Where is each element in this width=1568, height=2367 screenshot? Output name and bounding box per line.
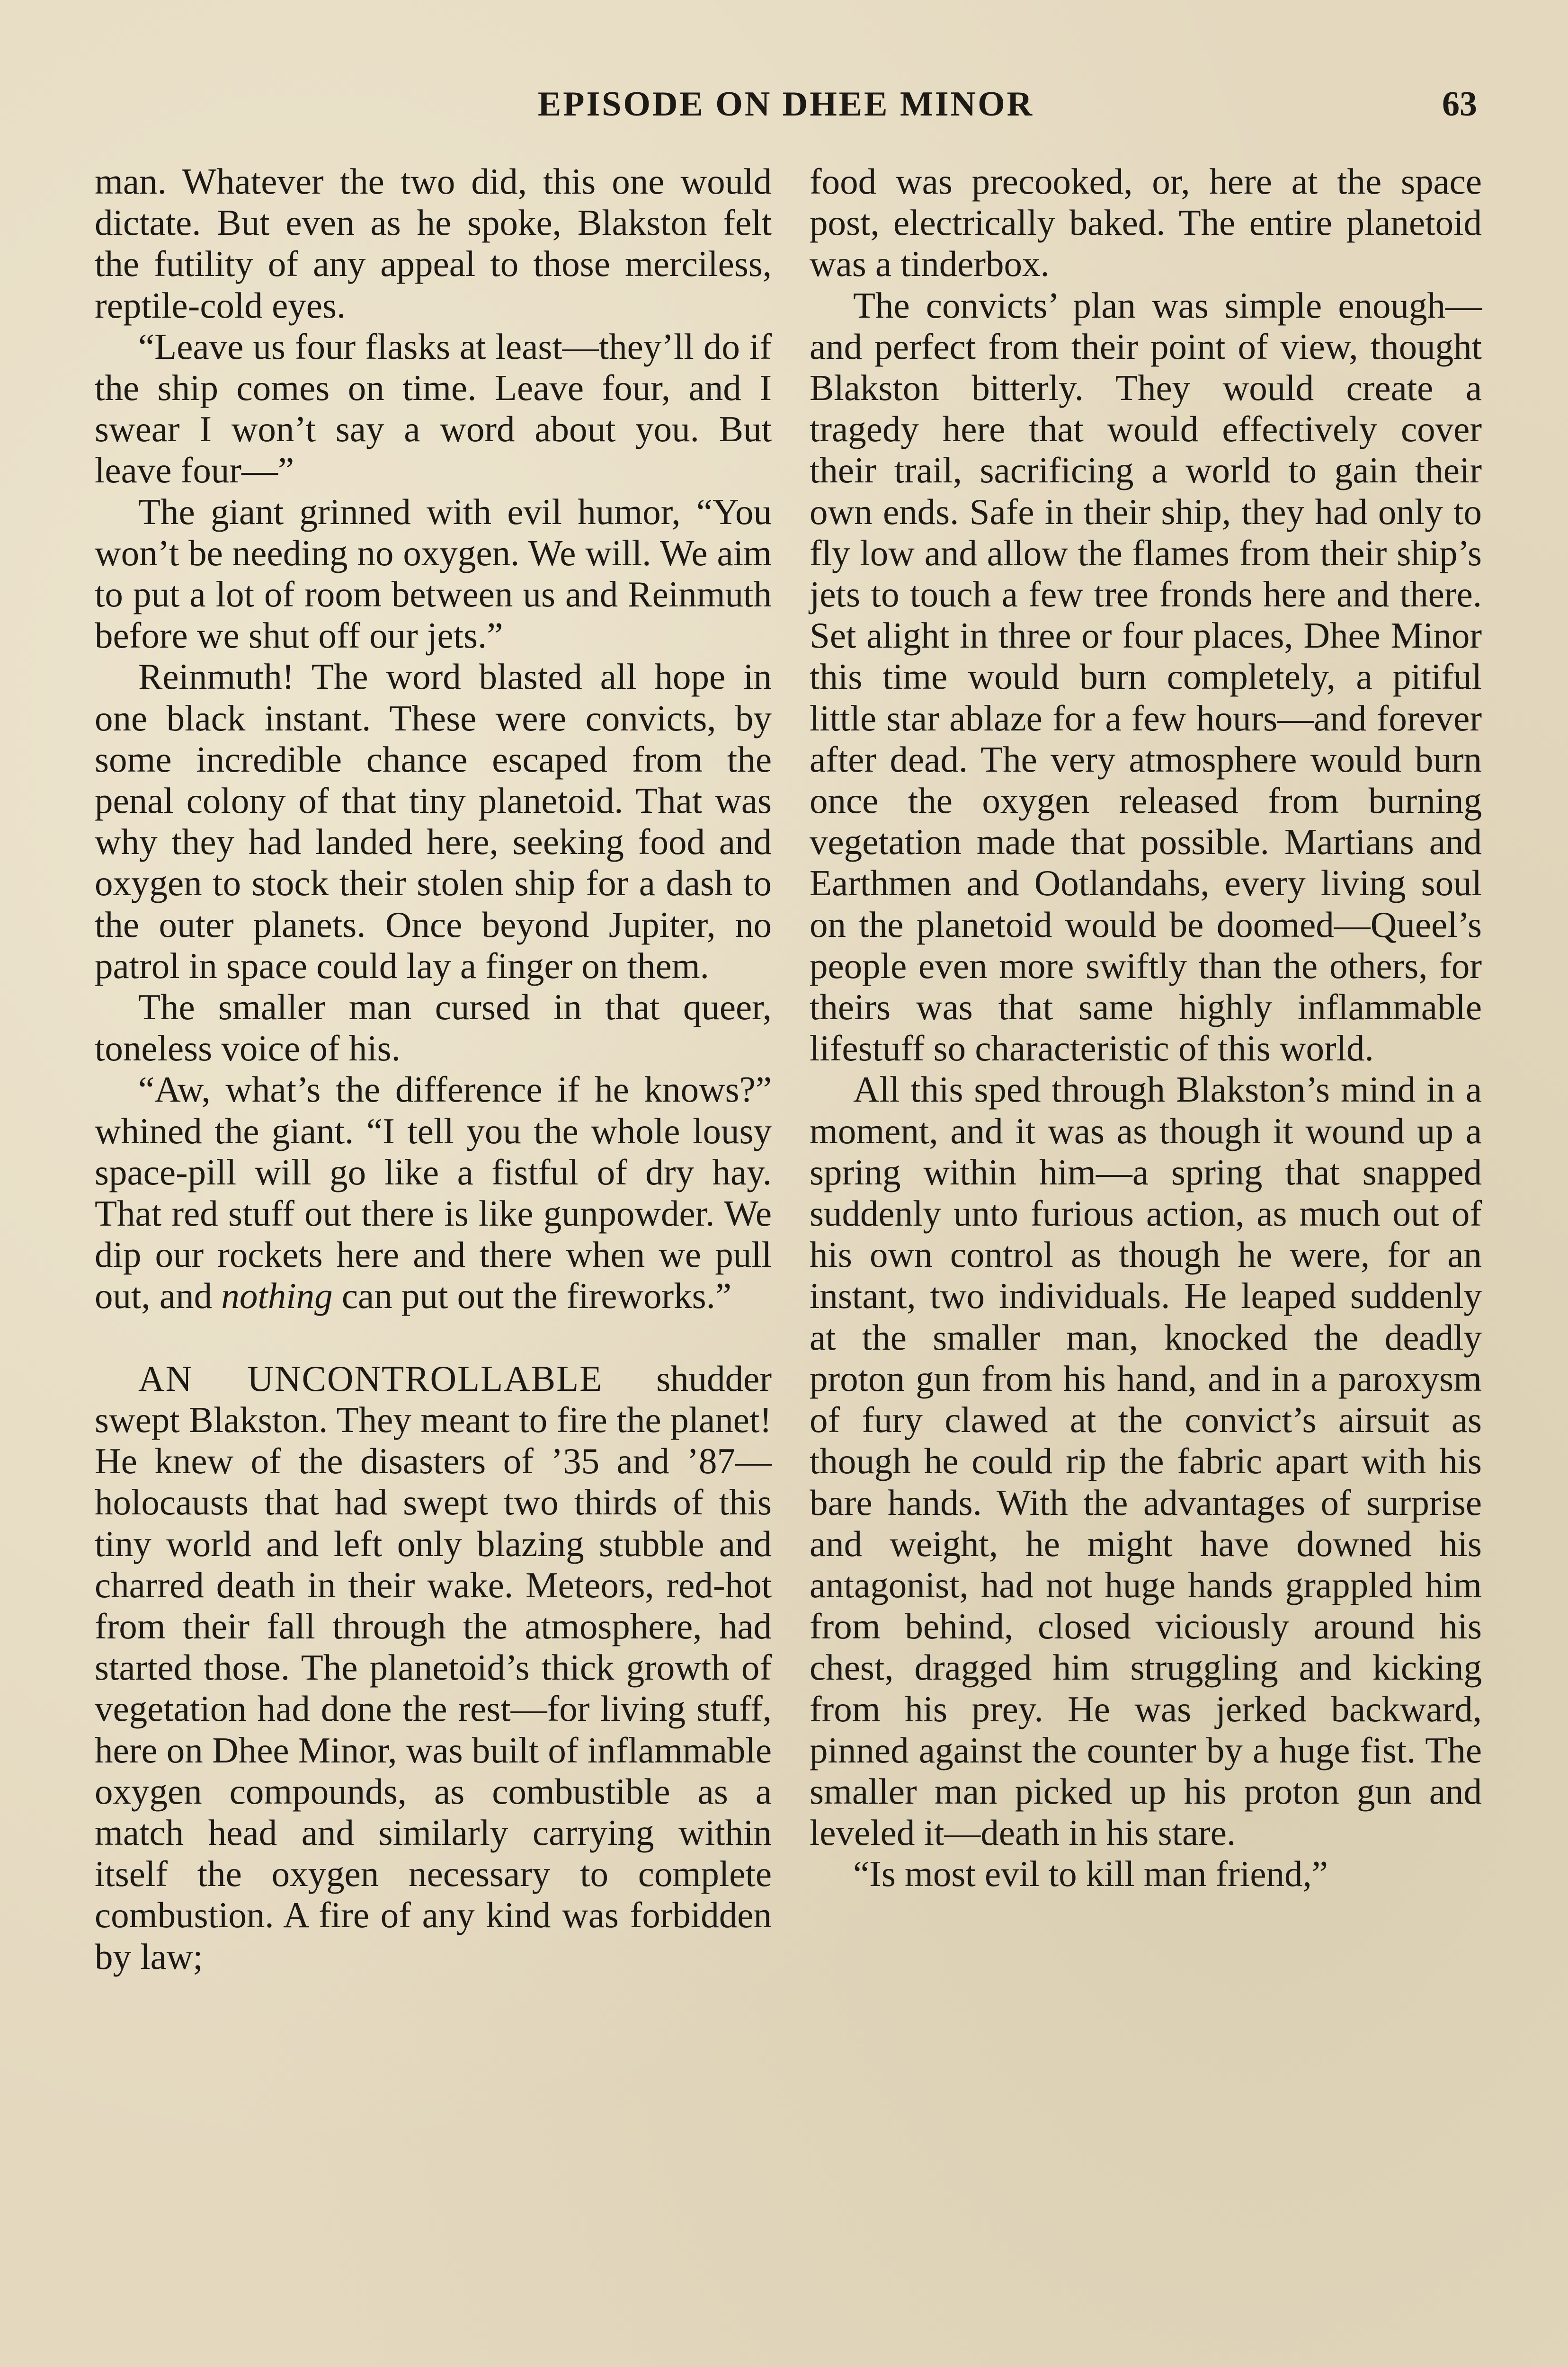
paragraph: Reinmuth! The word blasted all hope in one black instant. These were convicts, by some incredible chance escaped from the penal colony of that tiny planetoid. That was why they had landed here, seeking food and oxygen to stock their stolen ship for a dash to the outer planets. Once beyond Jupiter, no patrol in space could lay a finger on them.: [95, 656, 772, 986]
paragraph: [95, 1069, 772, 1317]
paragraph-text: shudder swept Blakston. They meant to fire the planet! He knew of the disasters of ’35 and ’87—holocausts that had swept two thirds of this tiny world and left only blazing stubble and charred death in their wake. Meteors, red-hot from their fall through the atmosphere, had started those. The planetoid’s thick growth of vegetation had done the rest—for living stuff, here on Dhee Minor, was built of inflammable oxygen compounds, as combustible as a match head and similarly carrying within itself the oxygen necessary to complete combustion. A fire of any kind was forbidden by law;: [95, 1358, 772, 1977]
paragraph: The smaller man cursed in that queer, toneless voice of his.: [95, 987, 772, 1069]
paragraph: “Is most evil to kill man friend,”: [853, 1853, 1328, 1895]
section-opening-paragraph: [95, 1358, 772, 1977]
paragraph: food was precooked, or, here at the space post, electrically baked. The entire planetoid was a tinderbox.: [810, 161, 1482, 285]
left-column: [95, 161, 772, 1977]
paragraph-text: “Aw, what’s the difference if he knows?” whined the giant. “I tell you the whole lousy space-pill will go like a fistful of dry hay. That red stuff out there is like gunpowder. We dip our rockets here and there when we pull out, and: [95, 1069, 772, 1317]
emphasized-word: nothing: [221, 1275, 333, 1317]
paragraph: The giant grinned with evil humor, “You won’t be needing no oxygen. We will. We aim to put a lot of room between us and Reinmuth before we shut off our jets.”: [95, 491, 772, 656]
paragraph: The convicts’ plan was simple enough—and perfect from their point of view, thought Blakston bitterly. They would create a tragedy here that would effectively cover their trail, sacrificing a world to gain their own ends. Safe in their ship, they had only to fly low and allow the flames from their ship’s jets to touch a few tree fronds here and there. Set alight in three or four places, Dhee Minor this time would burn completely, a pitiful little star ablaze for a few hours—and forever after dead. The very atmosphere would burn once the oxygen released from burning vegetation made that possible. Martians and Earthmen and Ootlandahs, every living soul on the planetoid would be doomed—Queel’s people even more swiftly than the others, for theirs was that same highly inflammable lifestuff so characteristic of this world.: [810, 285, 1482, 1069]
section-opening-caps: AN UNCONTROLLABLE: [138, 1358, 603, 1399]
paragraph: All this sped through Blakston’s mind in a moment, and it was as though it wound up a spring within him—a spring that snapped suddenly unto furious action, as much out of his own control as though he were, for an instant, two individuals. He leaped suddenly at the smaller man, knocked the deadly proton gun from his hand, and in a paroxysm of fury clawed at the convict’s airsuit as though he could rip the fabric apart with his bare hands. With the advantages of surprise and weight, he might have downed his antagonist, had not huge hands grappled him from behind, closed viciously around his chest, dragged him struggling and kicking from his prey. He was jerked backward, pinned against the counter by a huge fist. The smaller man picked up his proton gun and leveled it—death in his stare.: [810, 1069, 1482, 1853]
paragraph: man. Whatever the two did, this one would dictate. But even as he spoke, Blakston felt the futility of any appeal to those merciless, reptile-cold eyes.: [95, 161, 772, 326]
running-head-title: EPISODE ON DHEE MINOR: [537, 85, 1034, 124]
running-head: [95, 80, 1477, 132]
page-number: 63: [1442, 85, 1477, 124]
right-column: [810, 161, 1482, 1895]
paragraph-text: can put out the fireworks.”: [332, 1275, 732, 1317]
paragraph: “Leave us four flasks at least—they’ll do if the ship comes on time. Leave four, and I swear I won’t say a word about you. But leave four—”: [95, 326, 772, 491]
